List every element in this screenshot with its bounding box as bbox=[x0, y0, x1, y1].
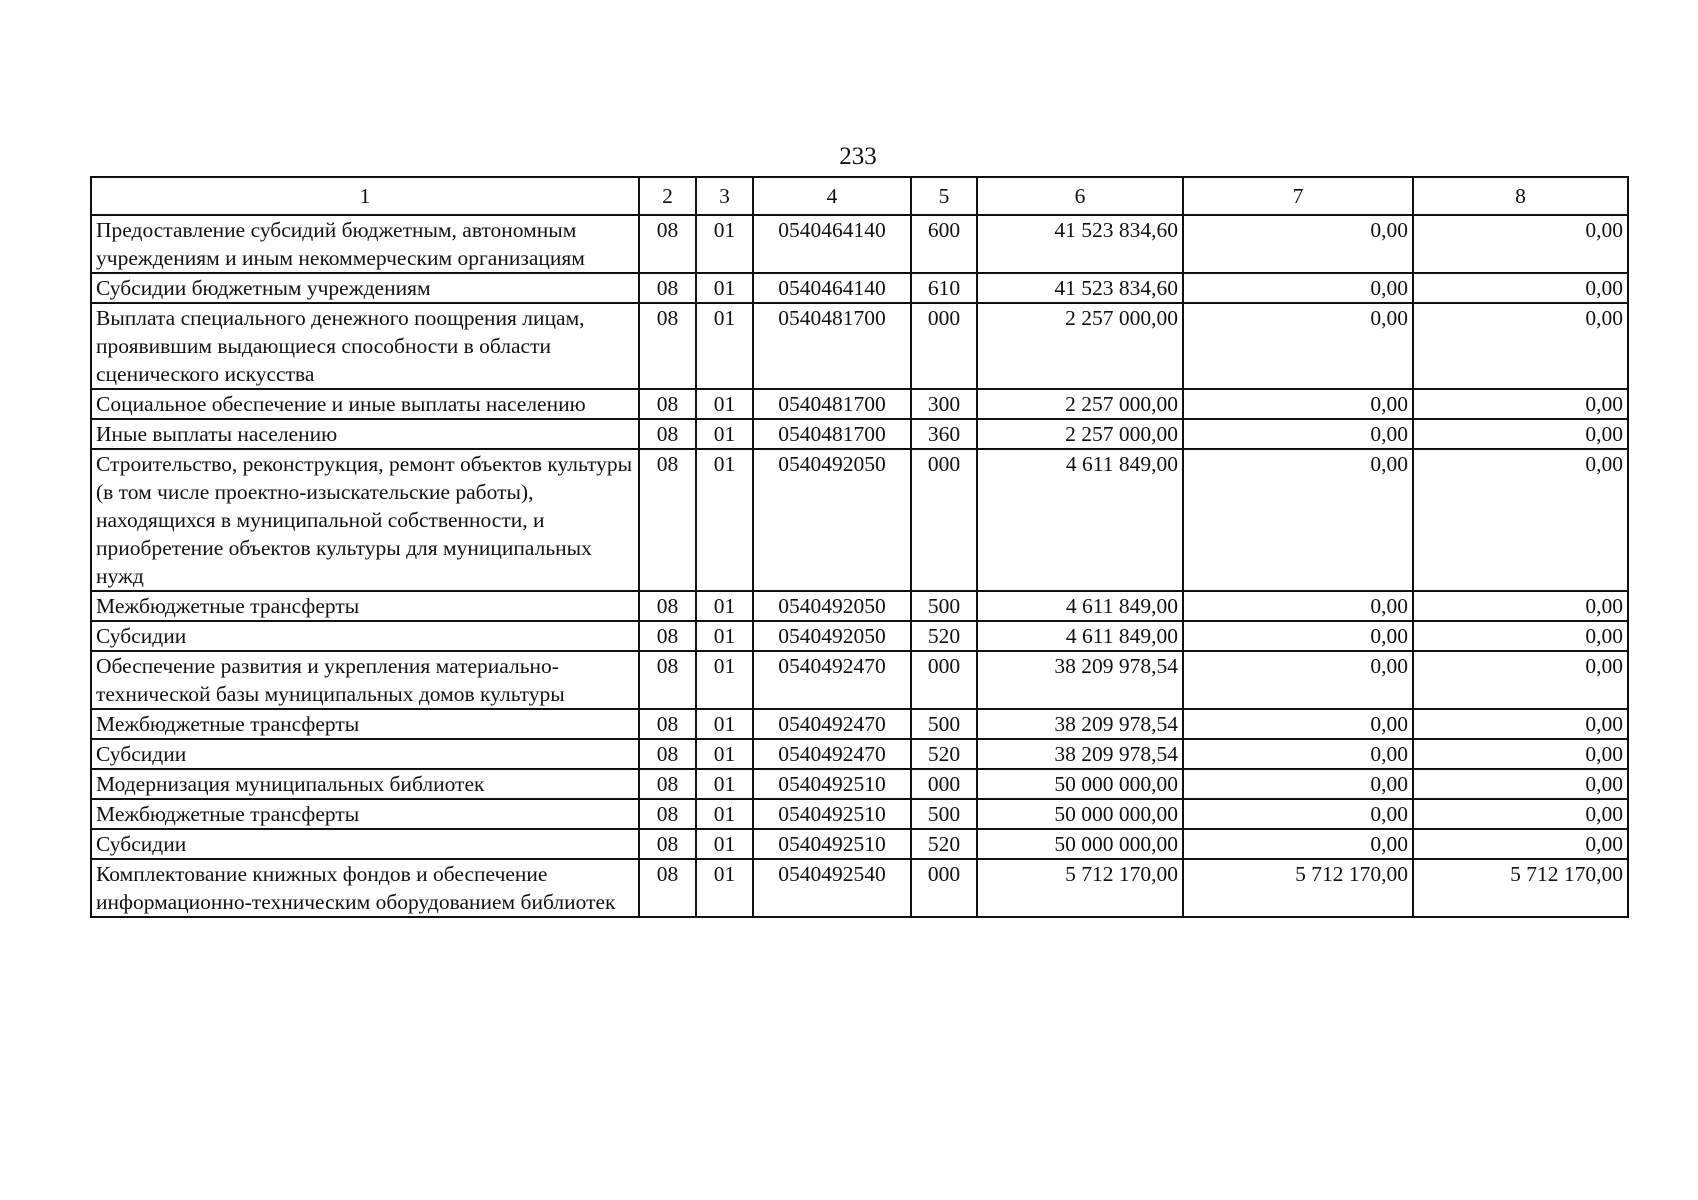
row-name-cell: Комплектование книжных фондов и обеспечение информационно-техническим оборудованием библиотек bbox=[91, 859, 639, 917]
row-name-cell: Субсидии бюджетным учреждениям bbox=[91, 273, 639, 303]
row-code-cell: 08 bbox=[639, 799, 696, 829]
column-header: 6 bbox=[977, 177, 1183, 215]
row-code-cell: 000 bbox=[911, 859, 977, 917]
row-code-cell: 08 bbox=[639, 651, 696, 709]
row-amount-cell: 0,00 bbox=[1413, 591, 1628, 621]
row-code-cell: 08 bbox=[639, 389, 696, 419]
row-amount-cell: 0,00 bbox=[1413, 829, 1628, 859]
row-code-cell: 500 bbox=[911, 799, 977, 829]
table-row bbox=[91, 621, 1628, 651]
row-name-cell: Межбюджетные трансферты bbox=[91, 591, 639, 621]
row-code-cell: 000 bbox=[911, 769, 977, 799]
row-amount-cell: 0,00 bbox=[1183, 769, 1413, 799]
row-amount-cell: 0,00 bbox=[1183, 621, 1413, 651]
table-row bbox=[91, 829, 1628, 859]
row-amount-cell: 0,00 bbox=[1183, 273, 1413, 303]
row-code-cell: 08 bbox=[639, 303, 696, 389]
row-code-cell: 610 bbox=[911, 273, 977, 303]
row-name-cell: Субсидии bbox=[91, 621, 639, 651]
row-amount-cell: 0,00 bbox=[1183, 419, 1413, 449]
row-amount-cell: 0,00 bbox=[1183, 829, 1413, 859]
row-amount-cell: 0,00 bbox=[1413, 621, 1628, 651]
row-amount-cell: 0,00 bbox=[1413, 739, 1628, 769]
table-row bbox=[91, 215, 1628, 273]
table-row bbox=[91, 799, 1628, 829]
row-amount-cell: 38 209 978,54 bbox=[977, 739, 1183, 769]
row-code-cell: 0540492510 bbox=[753, 769, 911, 799]
row-name-cell: Социальное обеспечение и иные выплаты населению bbox=[91, 389, 639, 419]
row-amount-cell: 4 611 849,00 bbox=[977, 591, 1183, 621]
row-code-cell: 500 bbox=[911, 709, 977, 739]
row-code-cell: 01 bbox=[696, 739, 753, 769]
row-code-cell: 01 bbox=[696, 651, 753, 709]
row-code-cell: 0540492050 bbox=[753, 591, 911, 621]
row-code-cell: 08 bbox=[639, 449, 696, 591]
row-amount-cell: 0,00 bbox=[1413, 303, 1628, 389]
row-amount-cell: 0,00 bbox=[1413, 215, 1628, 273]
column-header: 8 bbox=[1413, 177, 1628, 215]
row-code-cell: 000 bbox=[911, 651, 977, 709]
row-code-cell: 08 bbox=[639, 829, 696, 859]
row-code-cell: 0540464140 bbox=[753, 215, 911, 273]
row-amount-cell: 0,00 bbox=[1183, 709, 1413, 739]
row-code-cell: 01 bbox=[696, 303, 753, 389]
row-code-cell: 01 bbox=[696, 621, 753, 651]
row-name-cell: Модернизация муниципальных библиотек bbox=[91, 769, 639, 799]
row-name-cell: Строительство, реконструкция, ремонт объектов культуры (в том числе проектно-изыскательские работы), находящихся в муниципальной собственности, и приобретение объектов культуры для муниципальных нужд bbox=[91, 449, 639, 591]
row-amount-cell: 41 523 834,60 bbox=[977, 273, 1183, 303]
row-amount-cell: 0,00 bbox=[1413, 799, 1628, 829]
row-amount-cell: 0,00 bbox=[1183, 449, 1413, 591]
row-code-cell: 0540492470 bbox=[753, 709, 911, 739]
row-code-cell: 520 bbox=[911, 621, 977, 651]
row-code-cell: 08 bbox=[639, 859, 696, 917]
row-name-cell: Выплата специального денежного поощрения лицам, проявившим выдающиеся способности в области сценического искусства bbox=[91, 303, 639, 389]
row-amount-cell: 0,00 bbox=[1183, 739, 1413, 769]
row-code-cell: 0540464140 bbox=[753, 273, 911, 303]
row-code-cell: 08 bbox=[639, 215, 696, 273]
row-code-cell: 01 bbox=[696, 859, 753, 917]
row-amount-cell: 0,00 bbox=[1413, 449, 1628, 591]
table-row bbox=[91, 859, 1628, 917]
column-header: 7 bbox=[1183, 177, 1413, 215]
column-header: 1 bbox=[91, 177, 639, 215]
row-code-cell: 01 bbox=[696, 799, 753, 829]
row-amount-cell: 0,00 bbox=[1413, 769, 1628, 799]
row-code-cell: 01 bbox=[696, 449, 753, 591]
row-code-cell: 08 bbox=[639, 591, 696, 621]
row-amount-cell: 50 000 000,00 bbox=[977, 769, 1183, 799]
row-name-cell: Обеспечение развития и укрепления материально-технической базы муниципальных домов культуры bbox=[91, 651, 639, 709]
header-row bbox=[91, 177, 1628, 215]
table-row bbox=[91, 389, 1628, 419]
row-amount-cell: 41 523 834,60 bbox=[977, 215, 1183, 273]
row-code-cell: 0540492050 bbox=[753, 449, 911, 591]
row-amount-cell: 0,00 bbox=[1183, 215, 1413, 273]
row-code-cell: 01 bbox=[696, 769, 753, 799]
row-code-cell: 000 bbox=[911, 449, 977, 591]
row-code-cell: 01 bbox=[696, 709, 753, 739]
row-code-cell: 300 bbox=[911, 389, 977, 419]
row-amount-cell: 0,00 bbox=[1183, 651, 1413, 709]
row-amount-cell: 50 000 000,00 bbox=[977, 829, 1183, 859]
row-name-cell: Межбюджетные трансферты bbox=[91, 799, 639, 829]
row-name-cell: Предоставление субсидий бюджетным, автономным учреждениям и иным некоммерческим организациям bbox=[91, 215, 639, 273]
row-code-cell: 01 bbox=[696, 215, 753, 273]
row-code-cell: 000 bbox=[911, 303, 977, 389]
row-amount-cell: 0,00 bbox=[1413, 419, 1628, 449]
row-code-cell: 360 bbox=[911, 419, 977, 449]
row-code-cell: 08 bbox=[639, 739, 696, 769]
table-row bbox=[91, 419, 1628, 449]
table-row bbox=[91, 449, 1628, 591]
row-amount-cell: 0,00 bbox=[1413, 273, 1628, 303]
row-name-cell: Иные выплаты населению bbox=[91, 419, 639, 449]
table-row bbox=[91, 273, 1628, 303]
row-code-cell: 08 bbox=[639, 769, 696, 799]
row-code-cell: 08 bbox=[639, 709, 696, 739]
row-amount-cell: 50 000 000,00 bbox=[977, 799, 1183, 829]
row-amount-cell: 4 611 849,00 bbox=[977, 449, 1183, 591]
row-code-cell: 0540481700 bbox=[753, 303, 911, 389]
row-code-cell: 0540492470 bbox=[753, 739, 911, 769]
row-code-cell: 01 bbox=[696, 591, 753, 621]
column-header: 2 bbox=[639, 177, 696, 215]
row-code-cell: 08 bbox=[639, 273, 696, 303]
table-row bbox=[91, 591, 1628, 621]
row-code-cell: 0540492470 bbox=[753, 651, 911, 709]
row-code-cell: 520 bbox=[911, 829, 977, 859]
row-amount-cell: 2 257 000,00 bbox=[977, 389, 1183, 419]
row-name-cell: Субсидии bbox=[91, 829, 639, 859]
row-code-cell: 01 bbox=[696, 273, 753, 303]
row-amount-cell: 5 712 170,00 bbox=[1183, 859, 1413, 917]
row-amount-cell: 0,00 bbox=[1183, 303, 1413, 389]
row-code-cell: 0540481700 bbox=[753, 389, 911, 419]
row-code-cell: 520 bbox=[911, 739, 977, 769]
table-row bbox=[91, 709, 1628, 739]
row-amount-cell: 0,00 bbox=[1413, 389, 1628, 419]
column-header: 5 bbox=[911, 177, 977, 215]
row-amount-cell: 38 209 978,54 bbox=[977, 651, 1183, 709]
row-code-cell: 08 bbox=[639, 621, 696, 651]
row-amount-cell: 5 712 170,00 bbox=[1413, 859, 1628, 917]
table-row bbox=[91, 739, 1628, 769]
row-code-cell: 01 bbox=[696, 419, 753, 449]
table-row bbox=[91, 769, 1628, 799]
row-name-cell: Межбюджетные трансферты bbox=[91, 709, 639, 739]
row-name-cell: Субсидии bbox=[91, 739, 639, 769]
row-amount-cell: 0,00 bbox=[1183, 591, 1413, 621]
row-amount-cell: 5 712 170,00 bbox=[977, 859, 1183, 917]
row-amount-cell: 2 257 000,00 bbox=[977, 303, 1183, 389]
table-row bbox=[91, 303, 1628, 389]
budget-table bbox=[90, 176, 1629, 918]
row-amount-cell: 4 611 849,00 bbox=[977, 621, 1183, 651]
table-row bbox=[91, 651, 1628, 709]
row-amount-cell: 0,00 bbox=[1413, 651, 1628, 709]
row-amount-cell: 38 209 978,54 bbox=[977, 709, 1183, 739]
row-code-cell: 01 bbox=[696, 389, 753, 419]
row-code-cell: 01 bbox=[696, 829, 753, 859]
row-code-cell: 0540492050 bbox=[753, 621, 911, 651]
column-header: 3 bbox=[696, 177, 753, 215]
row-amount-cell: 0,00 bbox=[1413, 709, 1628, 739]
row-code-cell: 0540492510 bbox=[753, 829, 911, 859]
row-code-cell: 0540492510 bbox=[753, 799, 911, 829]
column-header: 4 bbox=[753, 177, 911, 215]
row-code-cell: 500 bbox=[911, 591, 977, 621]
row-amount-cell: 2 257 000,00 bbox=[977, 419, 1183, 449]
row-amount-cell: 0,00 bbox=[1183, 799, 1413, 829]
row-amount-cell: 0,00 bbox=[1183, 389, 1413, 419]
page-number: 233 bbox=[839, 143, 877, 170]
row-code-cell: 08 bbox=[639, 419, 696, 449]
row-code-cell: 600 bbox=[911, 215, 977, 273]
row-code-cell: 0540492540 bbox=[753, 859, 911, 917]
row-code-cell: 0540481700 bbox=[753, 419, 911, 449]
